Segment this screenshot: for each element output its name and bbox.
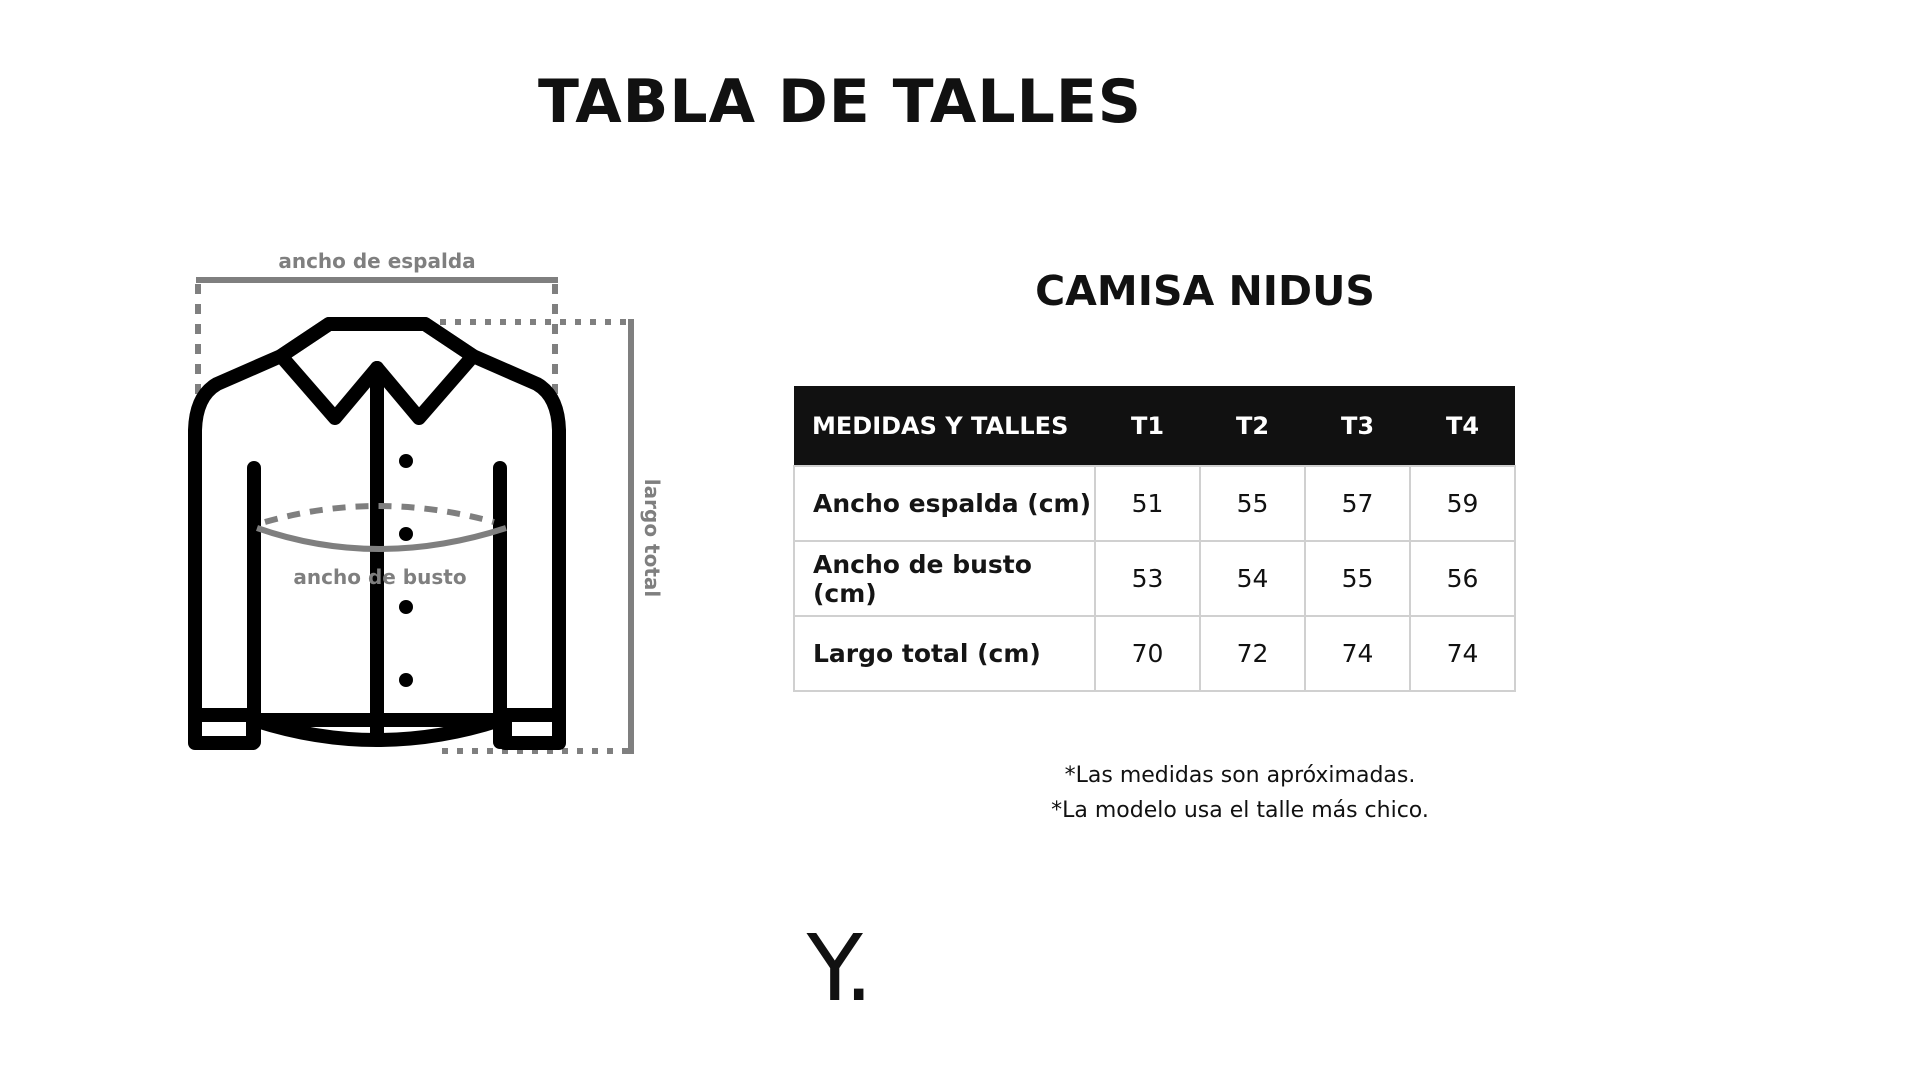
total-length-label: largo total — [640, 478, 664, 598]
table-cell: 74 — [1305, 616, 1410, 691]
note-model-size: *La modelo usa el talle más chico. — [1051, 798, 1429, 823]
product-title: CAMISA NIDUS — [1035, 267, 1375, 315]
page-title: TABLA DE TALLES — [537, 67, 1143, 137]
header-size-t3: T3 — [1305, 386, 1410, 466]
table-row — [794, 466, 1515, 541]
table-cell: 51 — [1095, 466, 1200, 541]
measurement-notes — [1000, 758, 1480, 828]
shirt-icon — [195, 324, 559, 743]
table-cell: 72 — [1200, 616, 1305, 691]
table-cell: 53 — [1095, 541, 1200, 616]
table-cell: 57 — [1305, 466, 1410, 541]
table-cell: 56 — [1410, 541, 1515, 616]
header-size-t2: T2 — [1200, 386, 1305, 466]
table-cell: 55 — [1305, 541, 1410, 616]
table-cell: 59 — [1410, 466, 1515, 541]
table-cell: 54 — [1200, 541, 1305, 616]
header-measures: MEDIDAS Y TALLES — [794, 386, 1095, 466]
header-size-t4: T4 — [1410, 386, 1515, 466]
note-approximate: *Las medidas son apróximadas. — [1064, 763, 1416, 788]
table-cell: 70 — [1095, 616, 1200, 691]
shirt-measurement-diagram — [170, 235, 690, 775]
row-label: Ancho espalda (cm) — [794, 466, 1095, 541]
table-cell: 55 — [1200, 466, 1305, 541]
table-row — [794, 541, 1515, 616]
row-label: Largo total (cm) — [794, 616, 1095, 691]
size-table — [793, 386, 1516, 692]
row-label: Ancho de busto (cm) — [794, 541, 1095, 616]
brand-logo: Y. — [806, 915, 874, 1022]
shirt-diagram-svg — [170, 235, 690, 775]
header-size-t1: T1 — [1095, 386, 1200, 466]
table-row — [794, 616, 1515, 691]
bust-width-label: ancho de busto — [293, 565, 467, 589]
back-width-label: ancho de espalda — [278, 249, 476, 273]
table-cell: 74 — [1410, 616, 1515, 691]
size-table-header-row — [794, 386, 1515, 466]
